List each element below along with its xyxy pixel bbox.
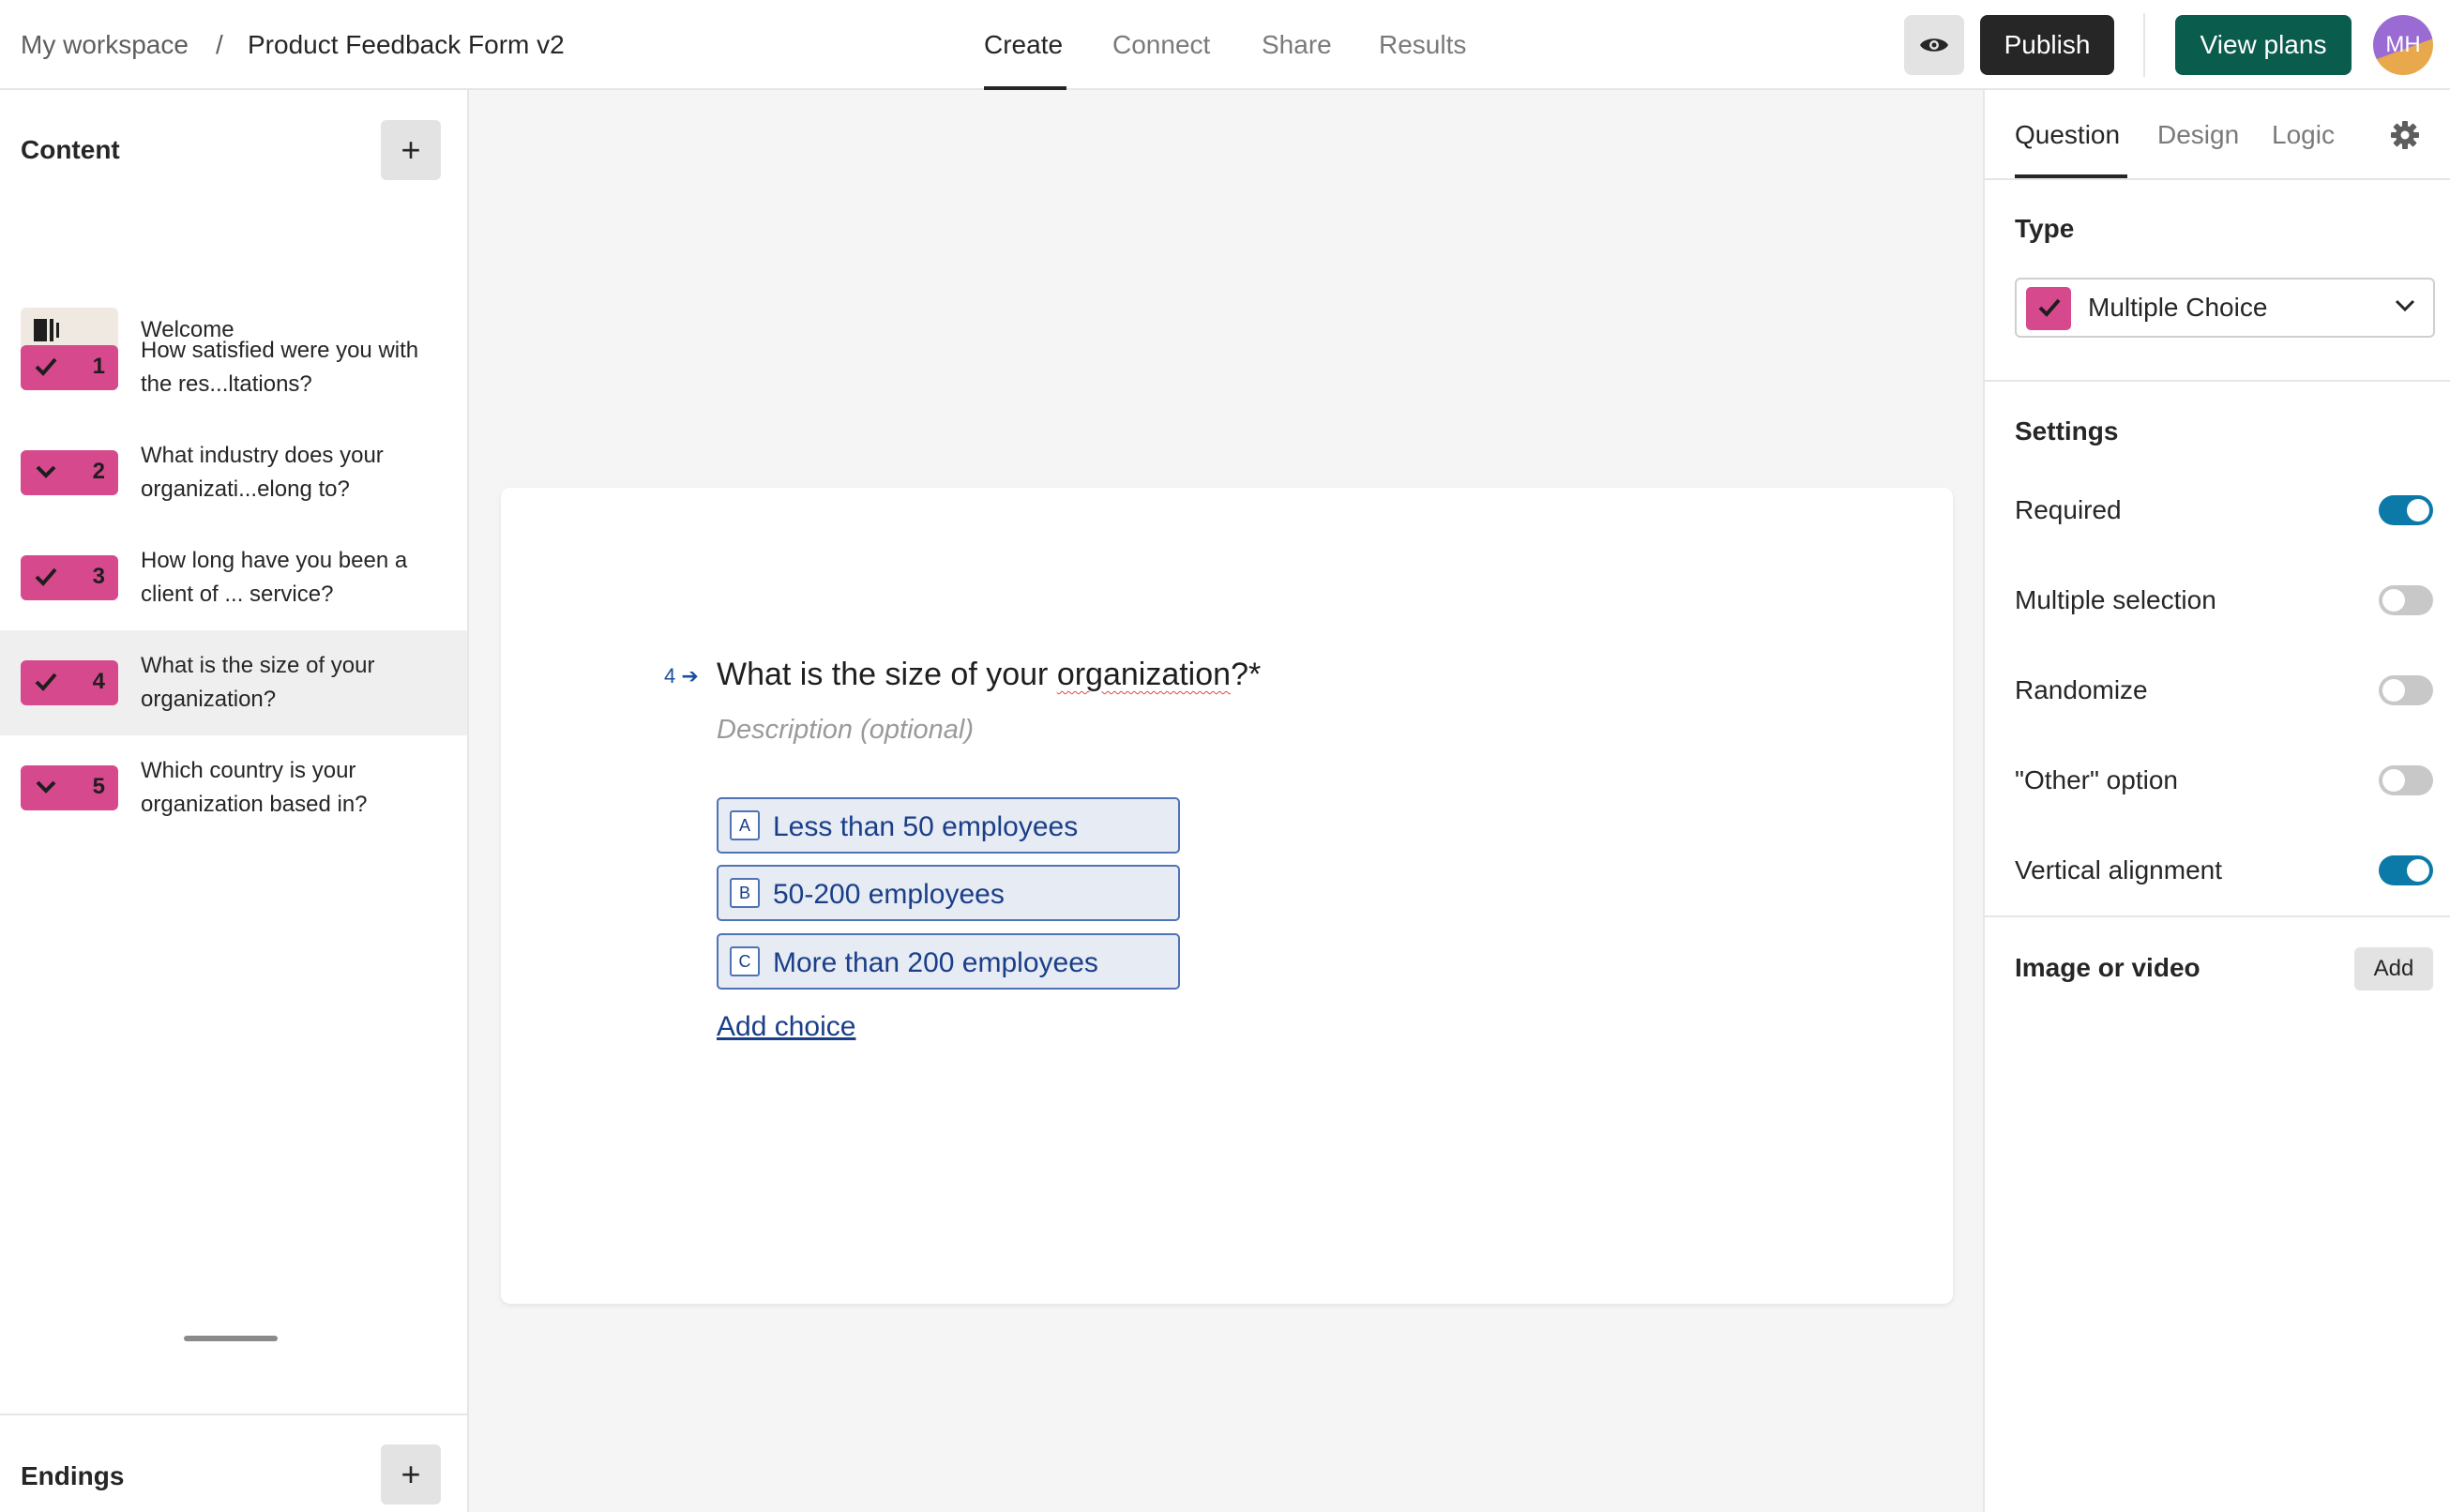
sidebar-item-question-3[interactable] <box>0 525 467 630</box>
setting-vertical-alignment-label: Vertical alignment <box>2015 855 2223 885</box>
required-toggle[interactable] <box>2379 495 2433 525</box>
question-number-label <box>664 664 699 688</box>
choice-a[interactable] <box>717 797 1180 854</box>
question-badge <box>21 660 118 705</box>
toggle-knob <box>2382 679 2405 702</box>
breadcrumb-workspace[interactable]: My workspace <box>21 30 189 59</box>
setting-randomize-label: Randomize <box>2015 675 2148 704</box>
question-number: 1 <box>92 354 105 379</box>
question-title[interactable] <box>717 657 1261 693</box>
content-sidebar <box>0 90 469 1512</box>
form-title[interactable]: Product Feedback Form v2 <box>248 30 565 59</box>
chevron-down-icon <box>2394 298 2416 313</box>
toggle-knob <box>2407 859 2429 882</box>
breadcrumb-separator: / <box>216 30 223 59</box>
multiple-selection-toggle[interactable] <box>2379 585 2433 615</box>
sidebar-item-label: Which country is your organization based in? <box>141 758 368 817</box>
question-badge <box>21 345 118 390</box>
sidebar-item-question-5[interactable] <box>0 735 467 840</box>
tab-create[interactable]: Create <box>984 30 1064 59</box>
type-heading: Type <box>2015 214 2075 243</box>
tab-results[interactable]: Results <box>1379 30 1467 59</box>
setting-multiple-selection-label: Multiple selection <box>2015 585 2216 614</box>
resize-handle[interactable] <box>184 1336 278 1341</box>
randomize-toggle[interactable] <box>2379 675 2433 705</box>
properties-panel <box>1983 90 2450 1512</box>
publish-button[interactable]: Publish <box>1980 15 2114 75</box>
eye-icon <box>1919 35 1949 55</box>
toggle-knob <box>2382 769 2405 792</box>
question-badge <box>21 555 118 600</box>
choice-text: More than 200 employees <box>773 947 1098 978</box>
gear-icon[interactable] <box>2390 120 2420 150</box>
question-number: 4 <box>92 669 105 694</box>
add-ending-button[interactable]: + <box>381 1444 441 1504</box>
question-number: 2 <box>92 459 105 484</box>
top-bar <box>0 0 2450 90</box>
tab-connect[interactable]: Connect <box>1112 30 1211 59</box>
panel-divider <box>1985 915 2450 917</box>
panel-divider <box>1985 178 2450 180</box>
tab-design[interactable]: Design <box>2157 120 2240 149</box>
question-type-value: Multiple Choice <box>2088 293 2268 322</box>
sidebar-item-question-2[interactable] <box>0 420 467 525</box>
vertical-alignment-toggle[interactable] <box>2379 855 2433 885</box>
chevron-down-icon <box>34 777 58 797</box>
setting-other-option-label: "Other" option <box>2015 765 2178 794</box>
question-type-swatch <box>2026 287 2071 330</box>
active-tab-indicator <box>984 86 1066 90</box>
view-plans-button[interactable]: View plans <box>2175 15 2352 75</box>
question-title-start: What is the size of your <box>717 657 1057 692</box>
add-choice-link[interactable]: Add choice <box>717 1011 856 1042</box>
check-icon <box>34 567 58 587</box>
question-number: 5 <box>92 774 105 799</box>
choice-key: C <box>730 946 760 976</box>
question-badge <box>21 765 118 810</box>
panel-divider <box>1985 380 2450 382</box>
setting-required-label: Required <box>2015 495 2122 524</box>
sidebar-item-label: What is the size of your organization? <box>141 653 375 712</box>
content-heading: Content <box>21 135 120 164</box>
choice-text: Less than 50 employees <box>773 811 1079 842</box>
sidebar-item-question-1[interactable] <box>0 315 467 420</box>
media-heading: Image or video <box>2015 953 2200 982</box>
endings-heading: Endings <box>21 1461 125 1490</box>
check-icon <box>34 672 58 692</box>
arrow-right-icon: ➔ <box>681 664 699 688</box>
endings-divider <box>0 1414 467 1415</box>
sidebar-item-label: What industry does your organizati...elong to? <box>141 443 384 502</box>
check-icon <box>2037 297 2062 318</box>
choice-key: B <box>730 878 760 908</box>
settings-heading: Settings <box>2015 416 2119 446</box>
toggle-knob <box>2407 499 2429 522</box>
tab-logic[interactable]: Logic <box>2272 120 2335 149</box>
add-media-button[interactable]: Add <box>2354 947 2433 990</box>
tab-share[interactable]: Share <box>1262 30 1332 59</box>
question-number: 3 <box>92 564 105 589</box>
question-title-end: ?* <box>1231 657 1262 692</box>
preview-button[interactable] <box>1904 15 1964 75</box>
check-icon <box>34 356 58 377</box>
header-divider <box>2143 13 2145 77</box>
choice-b[interactable] <box>717 865 1180 921</box>
choice-text: 50-200 employees <box>773 879 1005 910</box>
question-type-select[interactable] <box>2015 278 2435 338</box>
sidebar-item-label: Welcome <box>141 317 234 342</box>
question-title-misspelled-word: organization <box>1056 657 1232 692</box>
sidebar-item-label: How long have you been a client of ... service? <box>141 548 408 607</box>
sidebar-item-question-4[interactable] <box>0 630 467 735</box>
sidebar-item-label: How satisfied were you with the res...ltations? <box>141 338 419 397</box>
chevron-down-icon <box>34 461 58 482</box>
toggle-knob <box>2382 589 2405 612</box>
add-content-button[interactable]: + <box>381 120 441 180</box>
avatar[interactable]: MH <box>2373 15 2433 75</box>
choice-key: A <box>730 810 760 840</box>
other-option-toggle[interactable] <box>2379 765 2433 795</box>
tab-question[interactable]: Question <box>2015 120 2121 149</box>
question-number-value: 4 <box>664 664 676 688</box>
description-input[interactable]: Description (optional) <box>717 715 975 745</box>
question-badge <box>21 450 118 495</box>
choice-c[interactable] <box>717 933 1180 990</box>
